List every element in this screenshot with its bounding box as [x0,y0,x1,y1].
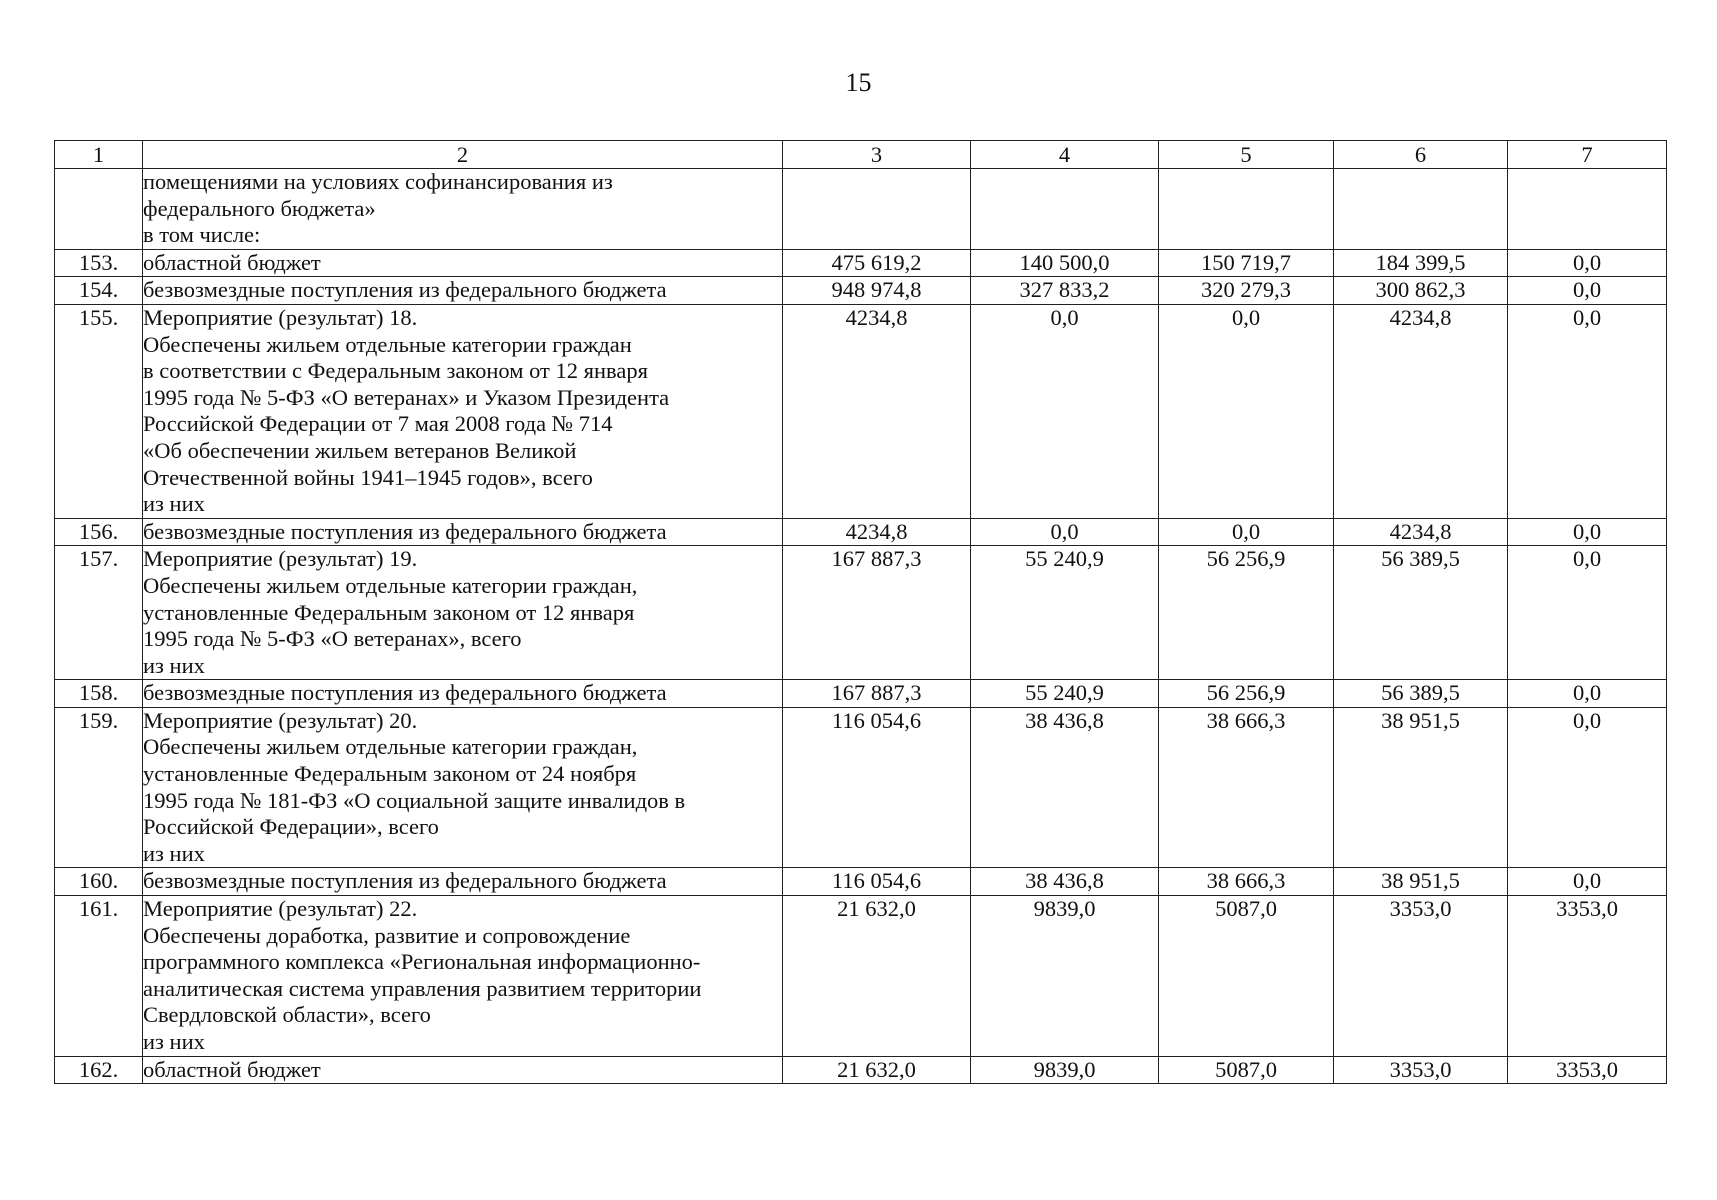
value-cell-col4: 9839,0 [971,1056,1159,1084]
value-cell-col7: 0,0 [1508,546,1667,680]
value-cell-col6: 38 951,5 [1334,707,1508,868]
row-number-cell [55,169,143,250]
value-cell-col6 [1334,169,1508,250]
row-number-cell: 158. [55,680,143,708]
value-cell-col6: 300 862,3 [1334,277,1508,305]
value-cell-col4: 0,0 [971,304,1159,518]
page-number: 15 [845,68,872,97]
table-row [55,304,1667,518]
row-number-cell: 160. [55,868,143,896]
value-cell-col3: 475 619,2 [783,249,971,277]
value-cell-col6: 38 951,5 [1334,868,1508,896]
budget-table [54,140,1667,1084]
value-cell-col3: 116 054,6 [783,868,971,896]
row-number-cell: 153. [55,249,143,277]
value-cell-col7: 0,0 [1508,304,1667,518]
value-cell-col5: 0,0 [1159,518,1334,546]
value-cell-col7 [1508,169,1667,250]
table-row [55,868,1667,896]
table-row [55,546,1667,680]
value-cell-col5: 5087,0 [1159,896,1334,1057]
description-cell: помещениями на условиях софинансирования из федерального бюджета» в том числе: [143,169,783,250]
value-cell-col7: 0,0 [1508,868,1667,896]
table-body [55,169,1667,1084]
value-cell-col7: 0,0 [1508,707,1667,868]
column-header: 4 [971,141,1159,169]
value-cell-col5: 5087,0 [1159,1056,1334,1084]
value-cell-col4: 0,0 [971,518,1159,546]
description-cell: Мероприятие (результат) 22. Обеспечены доработка, развитие и сопровождение программного комплекса «Региональная информационно- аналитическая система управления развитием территории Свердловской области», всего из них [143,896,783,1057]
row-number-cell: 162. [55,1056,143,1084]
description-cell: безвозмездные поступления из федерального бюджета [143,277,783,305]
value-cell-col5: 38 666,3 [1159,707,1334,868]
value-cell-col5: 38 666,3 [1159,868,1334,896]
value-cell-col5: 320 279,3 [1159,277,1334,305]
value-cell-col4: 140 500,0 [971,249,1159,277]
row-number-cell: 159. [55,707,143,868]
column-number-header-row [55,141,1667,169]
value-cell-col3: 167 887,3 [783,680,971,708]
value-cell-col4: 38 436,8 [971,707,1159,868]
description-cell: Мероприятие (результат) 18. Обеспечены жильем отдельные категории граждан в соответствии с Федеральным законом от 12 января 1995 года № 5-ФЗ «О ветеранах» и Указом Президента Российской Федерации от 7 мая 2008 года № 714 «Об обеспечении жильем ветеранов Великой Отечественной войны 1941–1945 годов», всего из них [143,304,783,518]
row-number-cell: 156. [55,518,143,546]
value-cell-col7: 0,0 [1508,518,1667,546]
value-cell-col3: 167 887,3 [783,546,971,680]
value-cell-col4: 9839,0 [971,896,1159,1057]
column-header: 7 [1508,141,1667,169]
column-header: 2 [143,141,783,169]
description-cell: Мероприятие (результат) 20. Обеспечены жильем отдельные категории граждан, установленные Федеральным законом от 24 ноября 1995 года № 181-ФЗ «О социальной защите инвалидов в Российской Федерации», всего из них [143,707,783,868]
value-cell-col7: 0,0 [1508,277,1667,305]
value-cell-col7: 0,0 [1508,249,1667,277]
value-cell-col5 [1159,169,1334,250]
value-cell-col3: 116 054,6 [783,707,971,868]
table-row [55,169,1667,250]
value-cell-col3: 21 632,0 [783,1056,971,1084]
column-header: 5 [1159,141,1334,169]
value-cell-col6: 56 389,5 [1334,680,1508,708]
table-row [55,249,1667,277]
value-cell-col6: 4234,8 [1334,518,1508,546]
description-cell: безвозмездные поступления из федерального бюджета [143,518,783,546]
value-cell-col6: 3353,0 [1334,1056,1508,1084]
value-cell-col7: 3353,0 [1508,896,1667,1057]
value-cell-col3 [783,169,971,250]
value-cell-col7: 3353,0 [1508,1056,1667,1084]
value-cell-col6: 4234,8 [1334,304,1508,518]
value-cell-col4 [971,169,1159,250]
row-number-cell: 155. [55,304,143,518]
row-number-cell: 161. [55,896,143,1057]
value-cell-col5: 150 719,7 [1159,249,1334,277]
description-cell: безвозмездные поступления из федерального бюджета [143,868,783,896]
value-cell-col3: 948 974,8 [783,277,971,305]
table-row [55,707,1667,868]
value-cell-col6: 56 389,5 [1334,546,1508,680]
column-header: 3 [783,141,971,169]
value-cell-col5: 56 256,9 [1159,546,1334,680]
value-cell-col5: 56 256,9 [1159,680,1334,708]
column-header: 6 [1334,141,1508,169]
value-cell-col5: 0,0 [1159,304,1334,518]
value-cell-col3: 21 632,0 [783,896,971,1057]
value-cell-col4: 55 240,9 [971,680,1159,708]
column-header: 1 [55,141,143,169]
table-row [55,277,1667,305]
description-cell: Мероприятие (результат) 19. Обеспечены жильем отдельные категории граждан, установленные Федеральным законом от 12 января 1995 года № 5-ФЗ «О ветеранах», всего из них [143,546,783,680]
value-cell-col4: 327 833,2 [971,277,1159,305]
value-cell-col7: 0,0 [1508,680,1667,708]
table-row [55,518,1667,546]
value-cell-col4: 55 240,9 [971,546,1159,680]
row-number-cell: 154. [55,277,143,305]
value-cell-col6: 184 399,5 [1334,249,1508,277]
row-number-cell: 157. [55,546,143,680]
table-row [55,1056,1667,1084]
value-cell-col3: 4234,8 [783,518,971,546]
value-cell-col3: 4234,8 [783,304,971,518]
description-cell: областной бюджет [143,249,783,277]
value-cell-col4: 38 436,8 [971,868,1159,896]
value-cell-col6: 3353,0 [1334,896,1508,1057]
description-cell: безвозмездные поступления из федерального бюджета [143,680,783,708]
table-row [55,680,1667,708]
table-row [55,896,1667,1057]
description-cell: областной бюджет [143,1056,783,1084]
